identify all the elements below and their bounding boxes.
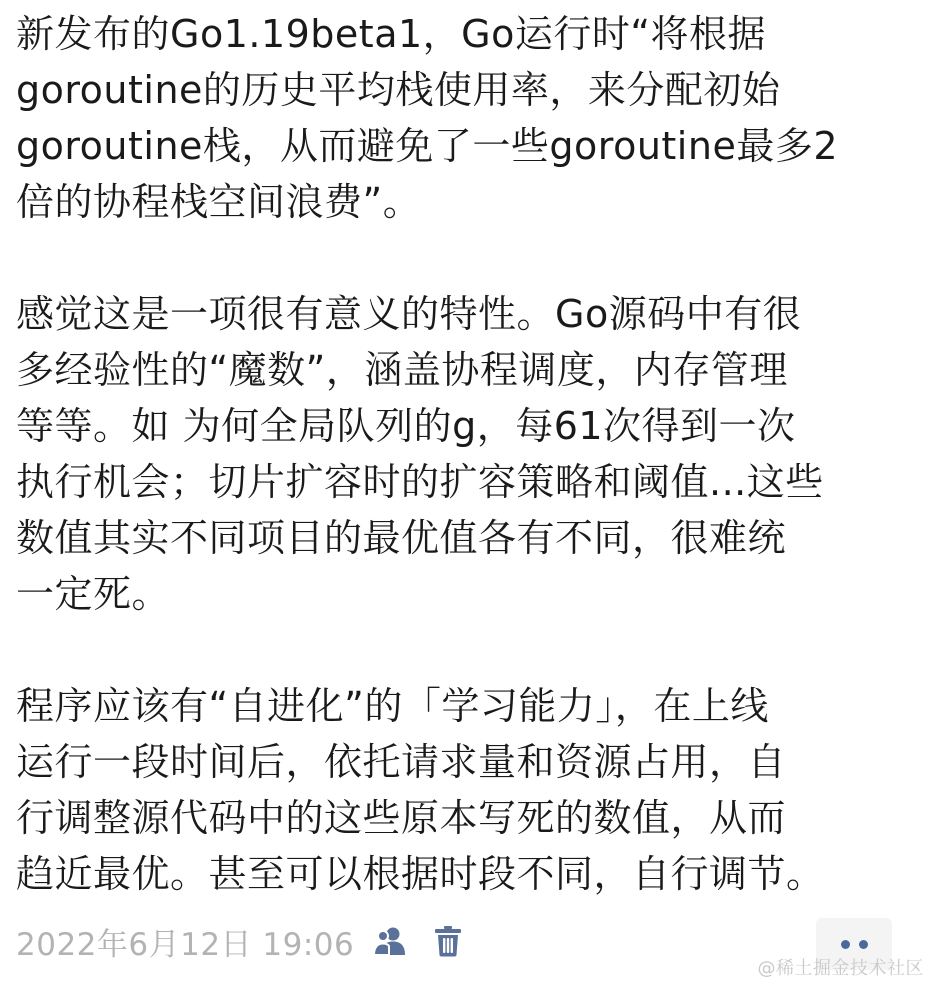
post-line: goroutine栈，从而避免了一些goroutine最多2 (16, 124, 839, 168)
paragraph-gap (16, 230, 916, 286)
trash-icon[interactable] (426, 919, 470, 963)
people-icon[interactable] (368, 919, 412, 963)
watermark: @稀土掘金技术社区 (757, 958, 924, 979)
post-paragraph-1 (16, 6, 916, 230)
post-line: 数值其实不同项目的最优值各有不同，很难统 (16, 516, 787, 560)
more-dots-icon (841, 940, 850, 949)
post-line: 感觉这是一项很有意义的特性。Go源码中有很 (16, 292, 802, 336)
post-line: 趋近最优。甚至可以根据时段不同，自行调节。 (16, 852, 825, 896)
post-line: 多经验性的“魔数”，涵盖协程调度，内存管理 (16, 348, 788, 392)
post-line: 运行一段时间后，依托请求量和资源占用，自 (16, 740, 787, 784)
more-dots-icon (859, 940, 868, 949)
post-line: 等等。如 为何全局队列的g，每61次得到一次 (16, 404, 796, 448)
post-body (16, 6, 916, 902)
post-line: 程序应该有“自进化”的「学习能力」，在上线 (16, 684, 769, 728)
post-timestamp: 2022年6月12日 19:06 (16, 926, 355, 963)
post-line: 执行机会；切片扩容时的扩容策略和阈值...这些 (16, 460, 824, 504)
post-line: 一定死。 (16, 572, 171, 616)
paragraph-gap (16, 622, 916, 678)
post-line: goroutine的历史平均栈使用率，来分配初始 (16, 68, 781, 112)
post-line: 新发布的Go1.19beta1，Go运行时“将根据 (16, 12, 767, 56)
post-paragraph-3 (16, 678, 916, 902)
post-line: 倍的协程栈空间浪费”。 (16, 180, 422, 224)
post-paragraph-2 (16, 286, 916, 622)
post-line: 行调整源代码中的这些原本写死的数值，从而 (16, 796, 787, 840)
